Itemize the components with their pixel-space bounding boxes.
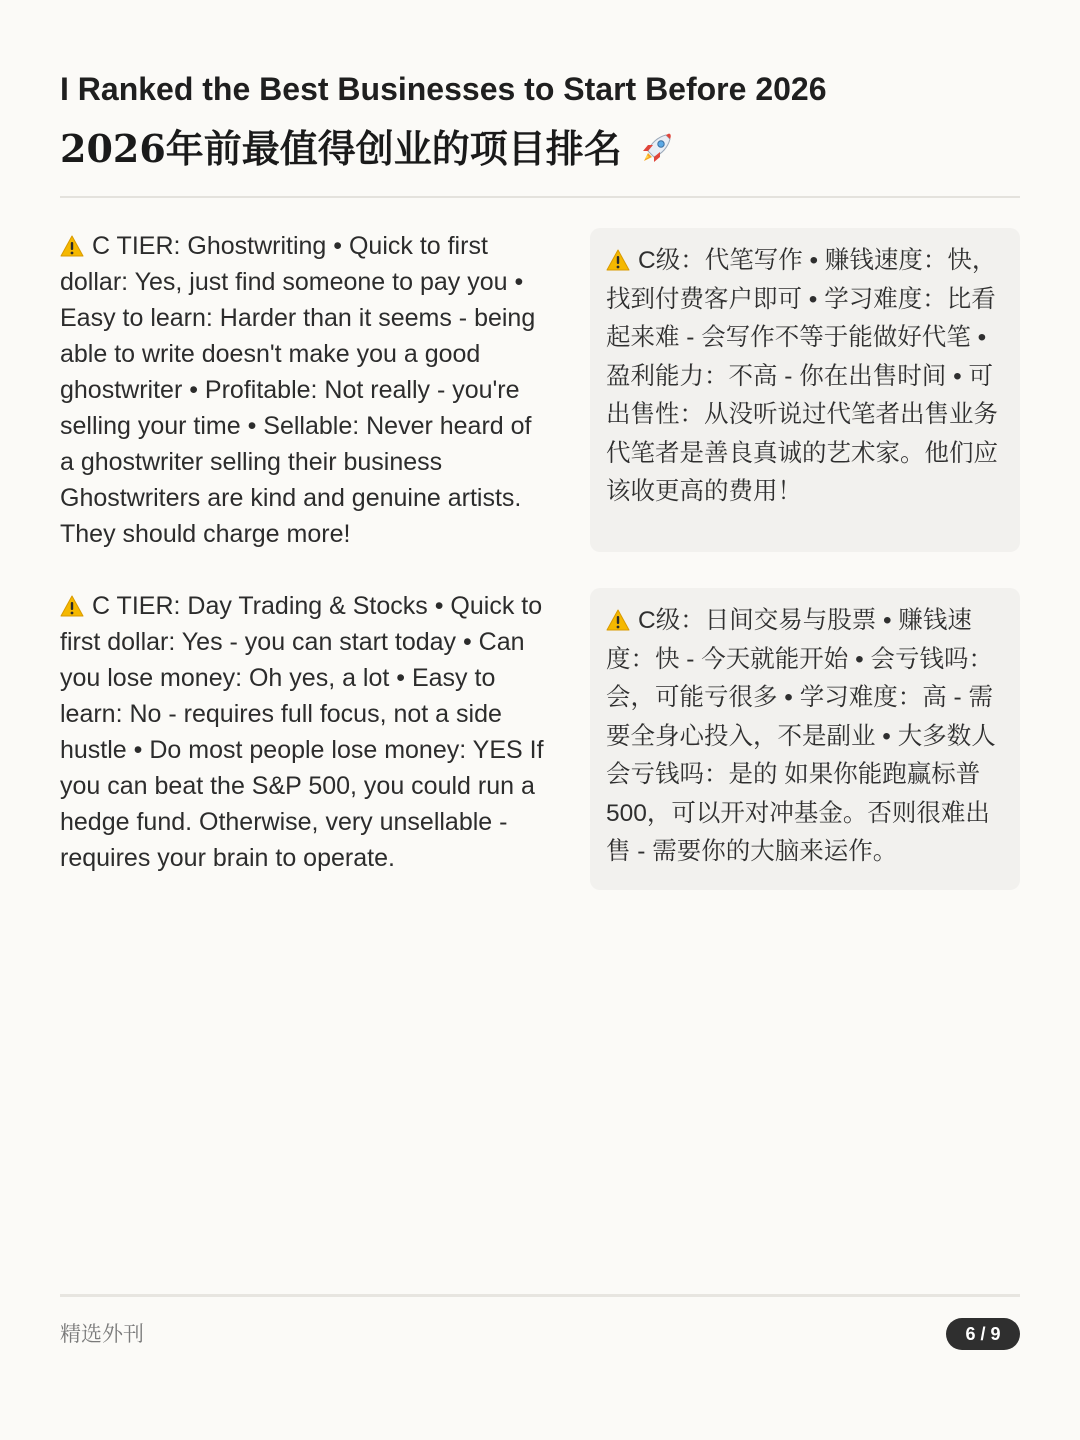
chinese-text: C级：代笔写作 • 赚钱速度：快，找到付费客户即可 • 学习难度：比看起来难 - 会写作不等于能做好代笔 • 盈利能力：不高 - 你在出售时间 • 可出售性：从没听说过代笔者出售业务 代笔者是善良真诚的艺术家。他们应该收更高的费用！	[606, 247, 998, 505]
english-paragraph	[60, 588, 552, 890]
section-row	[60, 588, 1020, 890]
chinese-card	[590, 588, 1020, 890]
english-text: C TIER: Ghostwriting • Quick to first dollar: Yes, just find someone to pay you • Easy to learn: Harder than it seems - being able to write doesn't make you a good ghostwriter • Profitable: Not really - you're selling your time • Sellable: Never heard of a ghostwriter selling their business Ghostwriters are kind and genuine artists. They should charge more!	[60, 232, 536, 548]
header-divider	[60, 196, 1020, 198]
warning-icon	[606, 249, 630, 271]
page-title-zh: 2026年前最值得创业的项目排名	[60, 126, 622, 171]
english-text: C TIER: Day Trading & Stocks • Quick to first dollar: Yes - you can start today • Can you lose money: Oh yes, a lot • Easy to learn: No - requires full focus, not a side hustle • Do most people lose money: YES If you can beat the S&P 500, you could run a hedge fund. Otherwise, very unsellable - requires your brain to operate.	[60, 592, 544, 872]
warning-icon	[60, 595, 84, 617]
page-title-zh-row	[60, 124, 1020, 174]
source-label: 精选外刊	[60, 1323, 144, 1346]
section-row	[60, 228, 1020, 552]
page-indicator: 6 / 9	[946, 1318, 1020, 1350]
header	[60, 68, 1020, 174]
warning-icon	[60, 235, 84, 257]
rocket-icon	[636, 129, 676, 169]
warning-icon	[606, 609, 630, 631]
footer-divider	[60, 1294, 1020, 1297]
chinese-card	[590, 228, 1020, 552]
chinese-text: C级：日间交易与股票 • 赚钱速度：快 - 今天就能开始 • 会亏钱吗：会，可能亏很多 • 学习难度：高 - 需要全身心投入，不是副业 • 大多数人会亏钱吗：是的 如果你能跑赢标普500，可以开对冲基金。否则很难出售 - 需要你的大脑来运作。	[606, 607, 996, 865]
page-title-en: I Ranked the Best Businesses to Start Before 2026	[60, 71, 827, 107]
english-paragraph	[60, 228, 552, 552]
